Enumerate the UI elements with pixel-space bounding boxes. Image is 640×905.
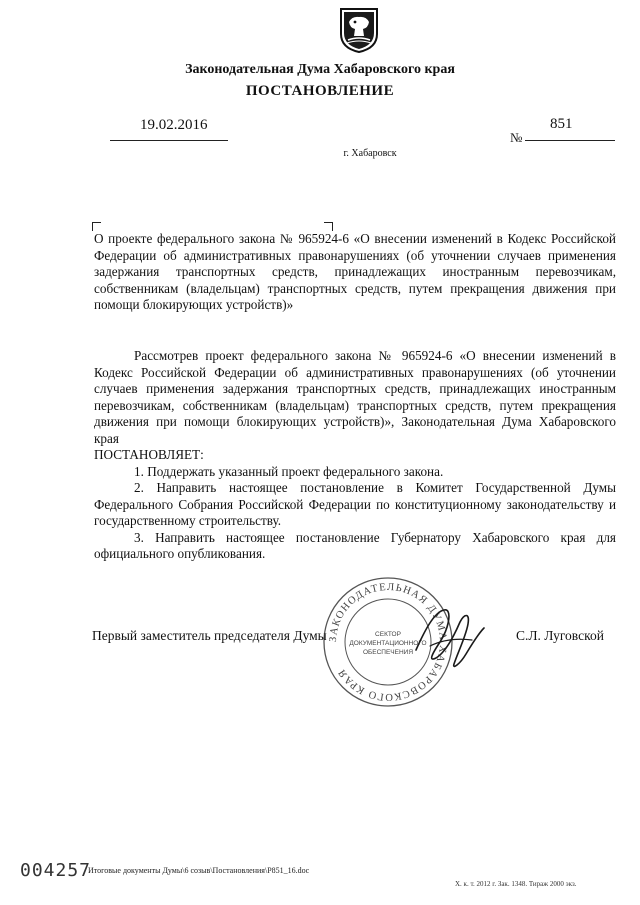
footer-file-path: Итоговые документы Думы\6 созыв\Постановления\P851_16.doc <box>88 866 310 875</box>
seal-center-line-2: ДОКУМЕНТАЦИОННОГО <box>349 640 427 647</box>
footer-print-info: Х. к. т. 2012 г. Зак. 1348. Тираж 2000 экз. <box>455 880 577 888</box>
seal-center-line-1: СЕКТОР <box>375 631 401 638</box>
handwritten-signature <box>410 602 490 676</box>
subject-bracket-right <box>324 222 333 231</box>
date-underline <box>110 140 228 141</box>
subject-bracket-left <box>92 222 101 231</box>
preamble-paragraph: Рассмотрев проект федерального закона № 965924-6 «О внесении изменений в Кодекс Российской Федерации об административных правонарушениях (об уточнении случаев применения задержания транспортных средств, принадлежащих иностранным перевозчикам, собственникам (владельцам) транспортных средств, путем прекращения движения при помощи блокирующих устройств)», Законодательная Дума Хабаровского края <box>94 348 616 446</box>
document-subject: О проекте федерального закона № 965924-6 «О внесении изменений в Кодекс Российской Федерации об административных правонарушениях (об уточнении случаев применения задержания транспортных средств, принадлежащих иностранным перевозчикам, собственникам (владельцам) транспортных средств, путем прекращения движения при помощи блокирующих устройств)» <box>94 231 616 312</box>
resolution-item-3: 3. Направить настоящее постановление Губернатору Хабаровского края для официального опубликования. <box>94 529 616 561</box>
seal-ring-text: ЗАКОНОДАТЕЛЬНАЯ ДУМА ХАБАРОВСКОГО КРАЯ <box>327 581 449 703</box>
document-type: ПОСТАНОВЛЕНИЕ <box>245 83 395 99</box>
resolves-heading: ПОСТАНОВЛЯЕТ: <box>94 447 204 462</box>
coat-of-arms-emblem <box>338 6 380 54</box>
footer-registration-number: 004257 <box>20 860 92 881</box>
city-name: г. Хабаровск <box>343 148 397 159</box>
document-body <box>94 348 616 563</box>
number-underline <box>525 140 615 141</box>
seal-center-line-3: ОБЕСПЕЧЕНИЯ <box>362 649 414 656</box>
document-date: 19.02.2016 <box>140 117 208 133</box>
signer-name: С.Л. Луговской <box>516 628 604 643</box>
resolution-item-1: 1. Поддержать указанный проект федерального закона. <box>134 463 444 479</box>
organization-name: Законодательная Дума Хабаровского края <box>185 62 455 77</box>
number-label: № <box>510 130 523 145</box>
resolution-item-2: 2. Направить настоящее постановление в Комитет Государственной Думы Федерального Собрания Российской Федерации по конституционному законодательству и государственному строительству. <box>94 480 616 528</box>
document-number: 851 <box>550 116 573 132</box>
signer-title: Первый заместитель председателя Думы <box>92 628 327 643</box>
